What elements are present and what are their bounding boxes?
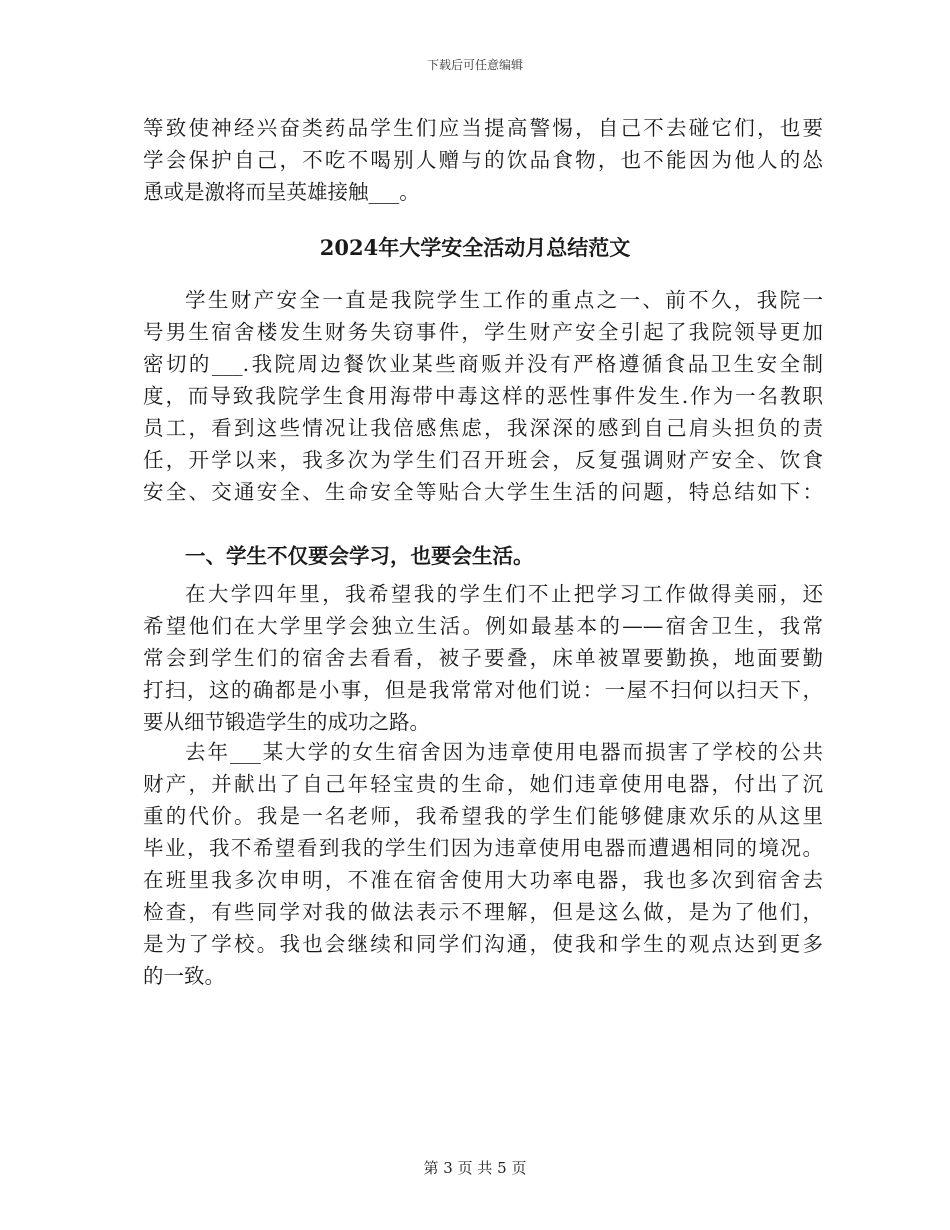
paragraph-2	[143, 578, 823, 738]
text-line: 员工，看到这些情况让我倍感焦虑，我深深的感到自己肩头担负的责	[143, 416, 823, 440]
text-line: 安全、交通安全、生命安全等贴合大学生生活的问题，特总结如下：	[143, 480, 823, 504]
page-footer: 第 3 页 共 5 页	[423, 1159, 527, 1177]
text-line: 要从细节锻造学生的成功之路。	[143, 710, 430, 734]
text-line: 的一致。	[143, 964, 225, 988]
text-line: 在班里我多次申明，不准在宿舍使用大功率电器，我也多次到宿舍去	[143, 868, 823, 892]
text-line: 密切的___.我院周边餐饮业某些商贩并没有严格遵循食品卫生安全制	[143, 352, 823, 376]
text-line: 学会保护自己，不吃不喝别人赠与的饮品食物，也不能因为他人的怂	[143, 148, 823, 172]
text-line: 是为了学校。我也会继续和同学们沟通，使我和学生的观点达到更多	[143, 932, 823, 956]
section-heading: 一、学生不仅要会学习，也要会生活。	[185, 544, 534, 568]
text-line: 毕业，我不希望看到我的学生们因为违章使用电器而遭遇相同的境况。	[143, 836, 823, 860]
text-line: 学生财产安全一直是我院学生工作的重点之一、前不久，我院一	[185, 288, 823, 312]
text-line: 重的代价。我是一名老师，我希望我的学生们能够健康欢乐的从这里	[143, 804, 823, 828]
text-line: 检查，有些同学对我的做法表示不理解，但是这么做，是为了他们，	[143, 900, 823, 924]
text-line: 打扫，这的确都是小事，但是我常常对他们说：一屋不扫何以扫天下，	[143, 678, 823, 702]
text-line: 度，而导致我院学生食用海带中毒这样的恶性事件发生.作为一名教职	[143, 384, 823, 408]
page-header: 下载后可任意编辑	[426, 58, 523, 72]
section-heading-1	[143, 540, 823, 572]
text-line: 希望他们在大学里学会独立生活。例如最基本的——宿舍卫生，我常	[143, 614, 823, 638]
paragraph-1	[143, 284, 823, 508]
text-line: 在大学四年里，我希望我的学生们不止把学习工作做得美丽，还	[185, 582, 823, 606]
text-line: 财产，并献出了自己年轻宝贵的生命，她们违章使用电器，付出了沉	[143, 772, 823, 796]
intro-paragraph	[143, 112, 823, 208]
text-line: 号男生宿舍楼发生财务失窃事件，学生财产安全引起了我院领导更加	[143, 320, 823, 344]
text-line: 任，开学以来，我多次为学生们召开班会，反复强调财产安全、饮食	[143, 448, 823, 472]
text-line: 去年___某大学的女生宿舍因为违章使用电器而损害了学校的公共	[185, 740, 823, 764]
text-line: 常会到学生们的宿舍去看看，被子要叠，床单被罩要勤换，地面要勤	[143, 646, 823, 670]
text-line: 恿或是激将而呈英雄接触___。	[143, 180, 420, 204]
paragraph-3	[143, 736, 823, 992]
text-line: 等致使神经兴奋类药品学生们应当提高警惕，自己不去碰它们，也要	[143, 116, 823, 140]
document-title: 2024年大学安全活动月总结范文	[319, 235, 631, 260]
